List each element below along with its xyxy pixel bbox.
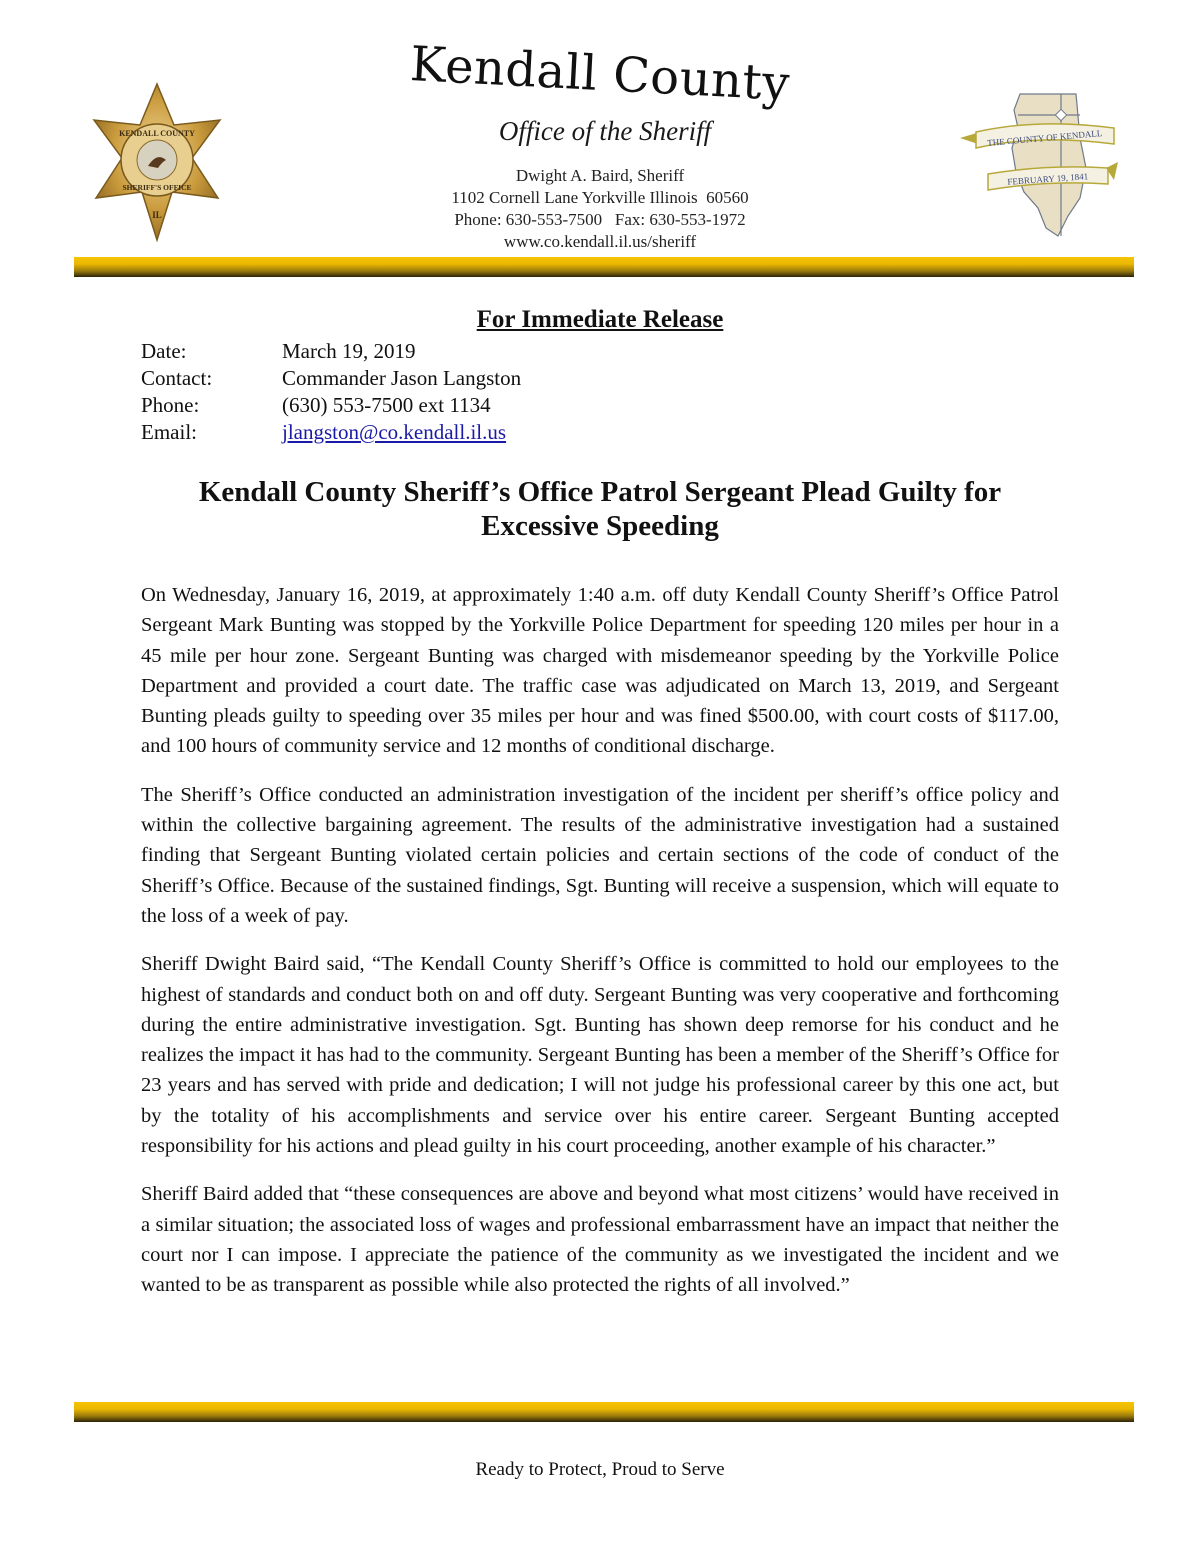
seal-top-text: THE COUNTY OF KENDALL bbox=[986, 128, 1103, 149]
email-link[interactable]: jlangston@co.kendall.il.us bbox=[282, 420, 507, 444]
info-row-contact bbox=[141, 365, 521, 392]
office-website: www.co.kendall.il.us/sheriff bbox=[503, 232, 697, 251]
letterhead-title-wrap bbox=[0, 36, 1200, 112]
info-label: Phone: bbox=[141, 393, 200, 417]
badge-bottom-text: SHERIFF'S OFFICE bbox=[122, 183, 192, 192]
info-value-contact: Commander Jason Langston bbox=[282, 366, 522, 390]
office-address: 1102 Cornell Lane Yorkville Illinois 60560 bbox=[451, 188, 749, 207]
info-label: Date: bbox=[141, 339, 187, 363]
letterhead-subtitle: Office of the Sheriff bbox=[498, 116, 712, 146]
info-row-date bbox=[141, 338, 521, 365]
info-row-email bbox=[141, 419, 521, 446]
seal-bottom-text: FEBRUARY 19, 1841 bbox=[1007, 171, 1089, 187]
sheriff-name: Dwight A. Baird, Sheriff bbox=[515, 166, 685, 185]
body-paragraph: The Sheriff’s Office conducted an administration investigation of the incident per sheriff’s office policy and within the collective bargaining agreement. The results of the administrative investigation had a sustained finding that Sergeant Bunting violated certain policies and certain sections of the code of conduct of the Sheriff’s Office. Because of the sustained findings, Sgt. Bunting will receive a suspension, which will equate to the loss of a week of pay. bbox=[141, 783, 1059, 927]
info-value-email bbox=[282, 419, 506, 446]
letterhead-title: Kendall County bbox=[408, 36, 792, 112]
info-row-phone bbox=[141, 392, 521, 419]
info-value-phone: (630) 553-7500 ext 1134 bbox=[282, 393, 491, 417]
body-paragraph: Sheriff Dwight Baird said, “The Kendall County Sheriff’s Office is committed to hold our employees to the highest of standards and conduct both on and off duty. Sergeant Bunting was very cooperative and forthcoming during the entire administrative investigation. Sgt. Bunting has shown deep remorse for his conduct and he realizes the impact it has had to the community. Sergeant Bunting has been a member of the Sheriff’s Office for 23 years and has served with pride and dedication; I will not judge his professional career by this one act, but by the totality of his accomplishments and service over his entire career. Sergeant Bunting accepted responsibility for his actions and plead guilty in his court proceeding, another example of his character.” bbox=[141, 953, 1059, 1158]
letterhead-subtitle-wrap bbox=[0, 116, 1200, 147]
footer-motto: Ready to Protect, Proud to Serve bbox=[475, 1459, 725, 1480]
footer-divider-bar bbox=[74, 1402, 1134, 1422]
headline-line-1: Kendall County Sheriff’s Office Patrol Sergeant Plead Guilty for bbox=[198, 476, 1002, 508]
press-release-body bbox=[141, 580, 1059, 1319]
press-release-headline bbox=[100, 475, 1100, 543]
headline-line-2: Excessive Speeding bbox=[481, 510, 719, 542]
body-paragraph: On Wednesday, January 16, 2019, at approximately 1:40 a.m. off duty Kendall County Sheriff’s Office Patrol Sergeant Mark Bunting was stopped by the Yorkville Police Department for speeding 120 miles per hour in a 45 mile per hour zone. Sergeant Bunting was charged with misdemeanor speeding by the Yorkville Police Department and provided a court date. The traffic case was adjudicated on March 13, 2019, and Sergeant Bunting pleads guilty to speeding over 35 miles per hour and was fined $500.00, with court costs of $117.00, and 100 hours of community service and 12 months of conditional discharge. bbox=[141, 584, 1059, 758]
header-divider-bar bbox=[74, 257, 1134, 277]
body-paragraph: Sheriff Baird added that “these consequences are above and beyond what most citizens’ would have received in a similar situation; the associated loss of wages and professional embarrassment have an impact that neither the court nor I can impose. I appreciate the patience of the community as we investigated the incident and we wanted to be as transparent as possible while also protected the rights of all involved.” bbox=[141, 1183, 1059, 1297]
info-value-date: March 19, 2019 bbox=[282, 339, 416, 363]
badge-state-text: IL bbox=[152, 210, 162, 220]
release-info-table bbox=[141, 338, 521, 446]
letterhead-contact-block bbox=[0, 165, 1200, 253]
badge-top-text: KENDALL COUNTY bbox=[119, 129, 195, 138]
release-heading: For Immediate Release bbox=[476, 306, 724, 333]
info-label: Email: bbox=[141, 420, 197, 444]
info-label: Contact: bbox=[141, 366, 213, 390]
office-phone-fax: Phone: 630-553-7500 Fax: 630-553-1972 bbox=[454, 210, 746, 229]
